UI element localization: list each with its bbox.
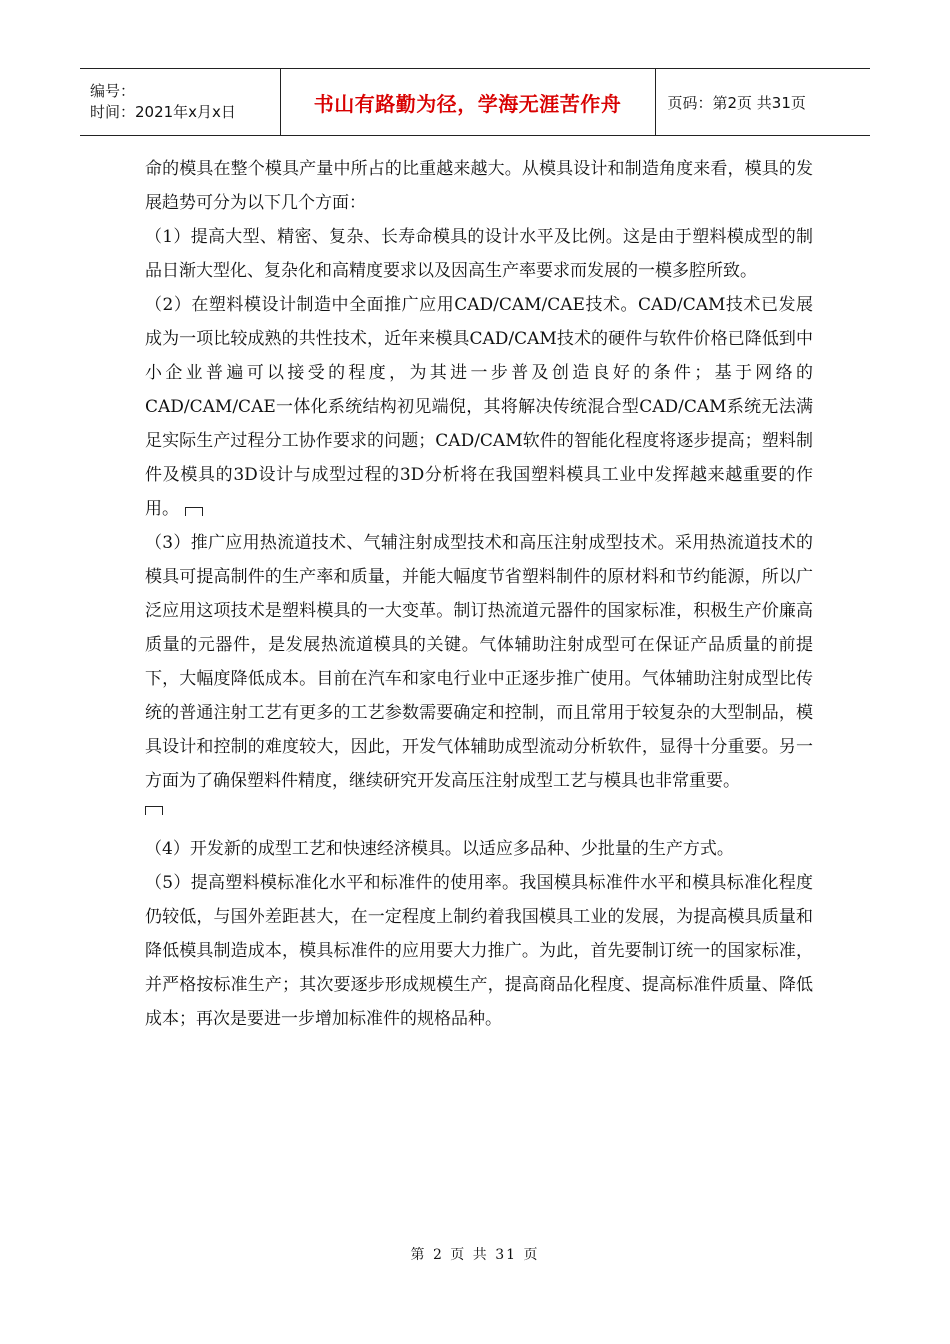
paragraph-item-4: （4）开发新的成型工艺和快速经济模具。以适应多品种、少批量的生产方式。 <box>145 839 734 859</box>
paragraph-item-2-text: （2）在塑料模设计制造中全面推广应用CAD/CAM/CAE技术。CAD/CAM技术已发展成为一项比较成熟的共性技术，近年来模具CAD/CAM技术的硬件与软件价格已降低到中小企业普遍可以接受的程度，为其进一步普及创造良好的条件；基于网络的CAD/CAM/CAE一体化系统结构初见端倪，其将解决传统混合型CAD/CAM系统无法满足实际生产过程分工协作要求的问题；CAD/CAM软件的智能化程度将逐步提高；塑料制件及模具的3D设计与成型过程的3D分析将在我国塑料模具工业中发挥越来越重要的作用。 <box>145 295 813 519</box>
paragraph-break-mark <box>145 806 163 815</box>
header-motto: 书山有路勤为径，学海无涯苦作舟 <box>313 91 622 116</box>
page-footer: 第 2 页 共 31 页 <box>410 1247 540 1263</box>
blank-line-mark-row <box>145 798 813 832</box>
document-number-label: 编号： <box>90 82 136 100</box>
header-motto-cell <box>280 69 655 136</box>
paragraph-break-mark <box>185 507 203 516</box>
paragraph-intro: 命的模具在整个模具产量中所占的比重越来越大。从模具设计和制造角度来看，模具的发展趋势可分为以下几个方面： <box>145 159 813 213</box>
paragraph-item-5: （5）提高塑料模标准化水平和标准件的使用率。我国模具标准件水平和模具标准化程度仍较低，与国外差距甚大，在一定程度上制约着我国模具工业的发展，为提高模具质量和降低模具制造成本，模具标准件的应用要大力推广。为此，首先要制订统一的国家标准，并严格按标准生产；其次要逐步形成规模生产，提高商品化程度、提高标准件质量、降低成本；再次是要进一步增加标准件的规格品种。 <box>145 873 813 1029</box>
page-header <box>80 68 870 136</box>
header-page-cell <box>655 69 870 136</box>
paragraph-item-3: （3）推广应用热流道技术、气辅注射成型技术和高压注射成型技术。采用热流道技术的模具可提高制件的生产率和质量，并能大幅度节省塑料制件的原材料和节约能源，所以广泛应用这项技术是塑料模具的一大变革。制订热流道元器件的国家标准，积极生产价廉高质量的元器件，是发展热流道模具的关键。气体辅助注射成型可在保证产品质量的前提下，大幅度降低成本。目前在汽车和家电行业中正逐步推广使用。气体辅助注射成型比传统的普通注射工艺有更多的工艺参数需要确定和控制，而且常用于较复杂的大型制品，模具设计和控制的难度较大，因此，开发气体辅助成型流动分析软件，显得十分重要。另一方面为了确保塑料件精度，继续研究开发高压注射成型工艺与模具也非常重要。 <box>145 533 813 791</box>
paragraph-item-2 <box>145 288 813 526</box>
header-page-number: 页码：第2页 共31页 <box>667 93 806 112</box>
header-meta <box>80 69 280 136</box>
document-date-label: 时间：2021年x月x日 <box>90 103 236 121</box>
document-body <box>145 152 813 1036</box>
paragraph-item-1: （1）提高大型、精密、复杂、长寿命模具的设计水平及比例。这是由于塑料模成型的制品日渐大型化、复杂化和高精度要求以及因高生产率要求而发展的一模多腔所致。 <box>145 227 813 281</box>
